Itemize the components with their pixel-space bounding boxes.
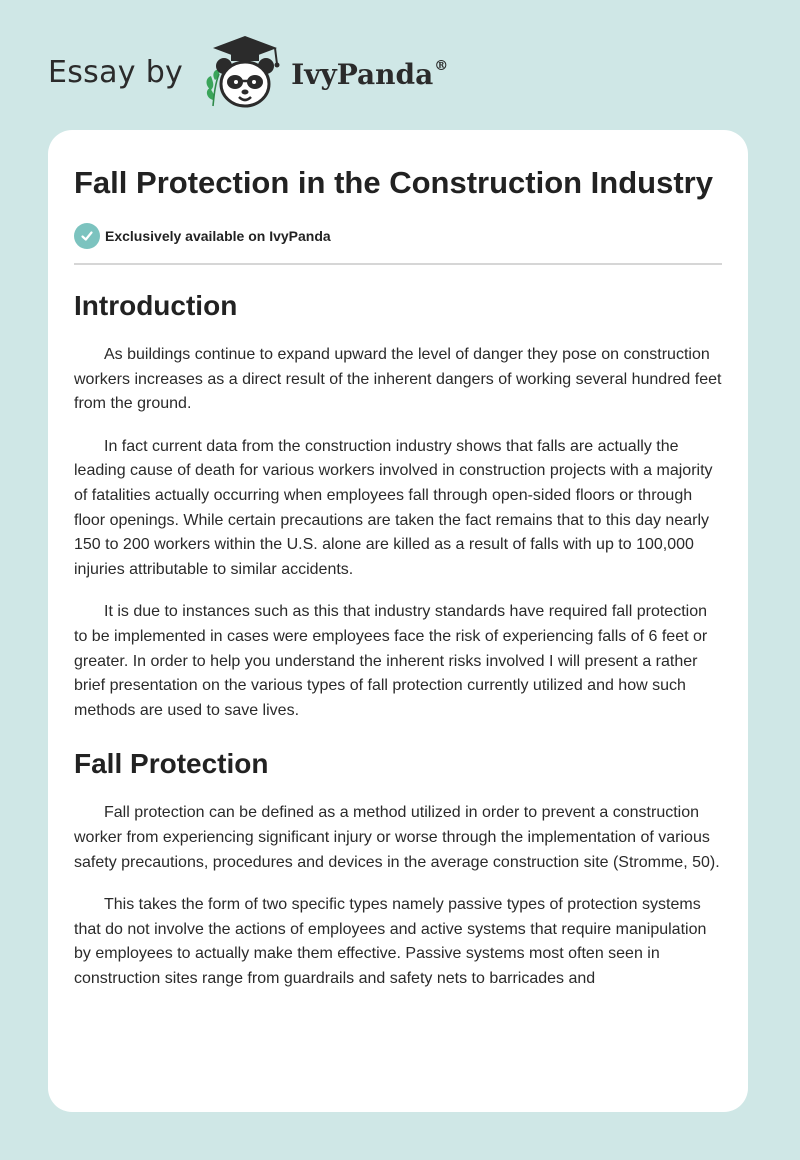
paragraph: It is due to instances such as this that industry standards have required fall protection to be implemented in cases were employees face the risk of experiencing falls of 6 feet or greater. In order to help you understand the inherent risks involved I will present a rather brief presentation on the various types of fall protection currently utilized and how such methods are used to save lives. (74, 603, 708, 719)
paragraph: As buildings continue to expand upward the level of danger they pose on construction workers increases as a direct result of the inherent dangers of working several hundred feet from the ground. (74, 346, 722, 413)
essay-by-label: Essay by (48, 54, 184, 90)
exclusive-badge (74, 223, 722, 265)
section-heading-introduction: Introduction (74, 290, 238, 321)
essay-card (48, 130, 748, 1112)
registered-mark: ® (434, 57, 449, 74)
brand-label: IvyPanda (291, 57, 434, 91)
essay-title: Fall Protection in the Construction Industry (74, 165, 713, 200)
site-header (48, 32, 448, 112)
paragraph: This takes the form of two specific types namely passive types of protection systems that do not involve the actions of employees and active systems that require manipulation by employees to actually make them effective. Passive systems most often seen in construction sites range from guardrails and safety nets to barricades and (74, 896, 707, 987)
check-icon (74, 223, 100, 249)
section-heading-fall-protection: Fall Protection (74, 748, 269, 780)
exclusive-badge-label: Exclusively available on IvyPanda (105, 228, 331, 244)
graduation-panda-icon (197, 32, 287, 112)
paragraph: Fall protection can be defined as a method utilized in order to prevent a construction worker from experiencing significant injury or worse through the implementation of various safety precautions, procedures and devices in the average construction site (Stromme, 50). (74, 804, 720, 871)
paragraph: In fact current data from the construction industry shows that falls are actually the leading cause of death for various workers involved in construction projects with a majority of fatalities actually occurring when employees fall through open-sided floors or through floor openings. While certain precautions are taken the fact remains that to this day nearly 150 to 200 workers within the U.S. alone are killed as a result of falls with up to 100,000 injuries attributable to similar accidents. (74, 437, 713, 578)
brand-name[interactable] (291, 58, 448, 91)
